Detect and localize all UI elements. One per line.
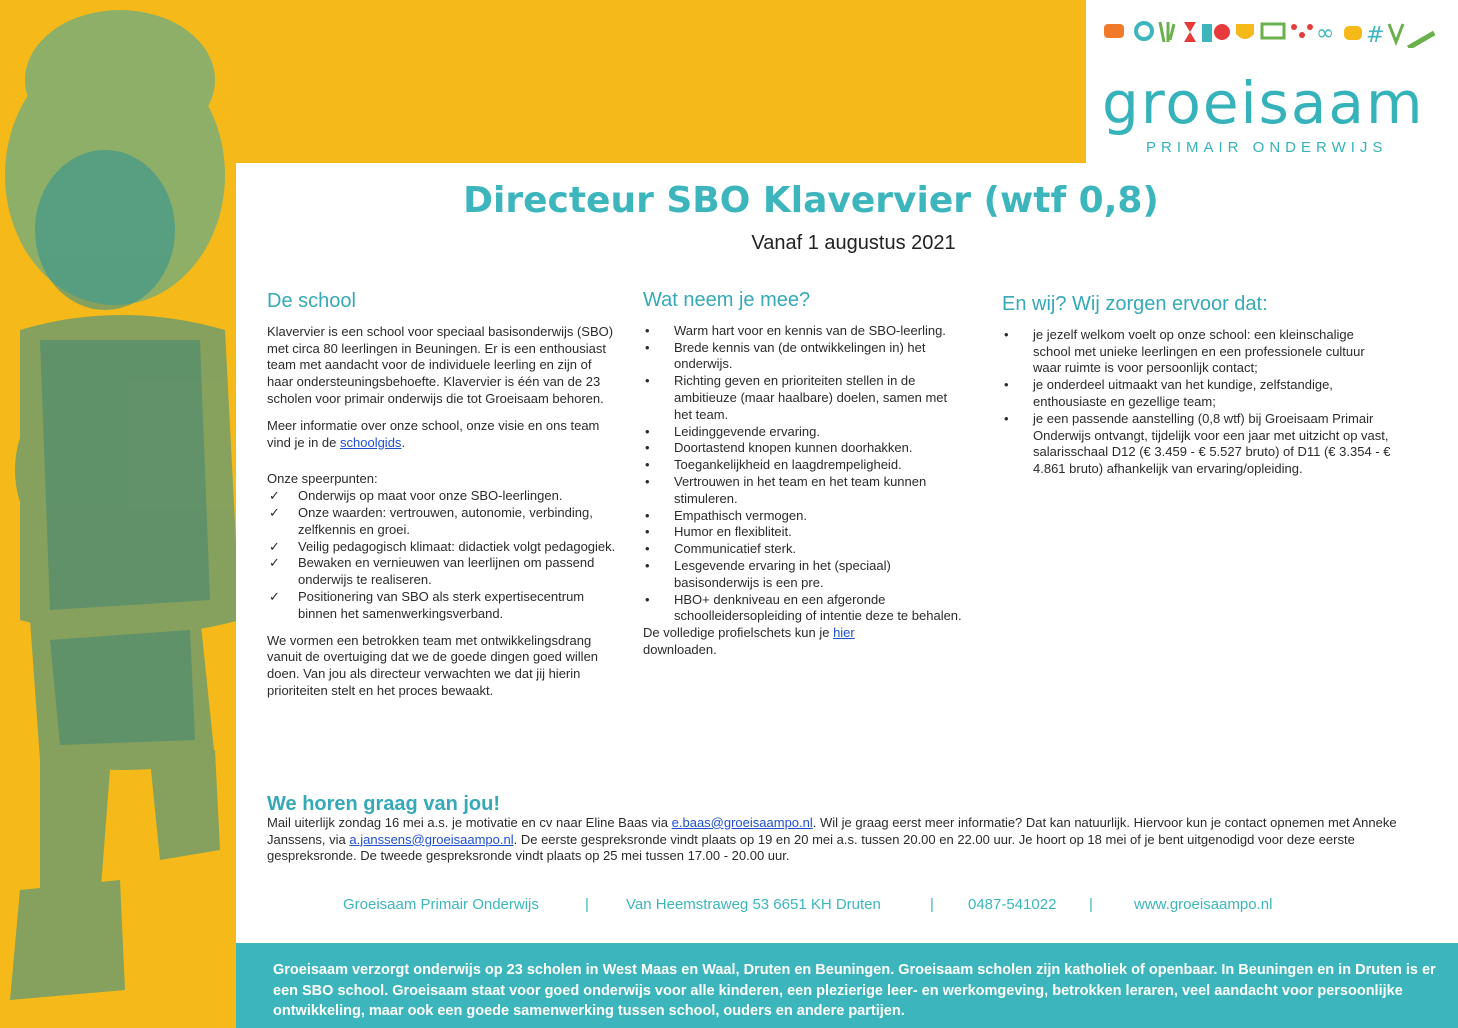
check-icon: ✓	[269, 504, 280, 520]
list-item-text: Onze waarden: vertrouwen, autonomie, verbinding, zelfkennis en groei.	[298, 504, 593, 537]
offer-heading: En wij? Wij zorgen ervoor dat:	[1002, 293, 1268, 315]
svg-text:∞: ∞	[1316, 21, 1335, 46]
offer-section	[1002, 293, 1392, 488]
school-closing: We vormen een betrokken team met ontwikkelingsdrang vanuit de overtuiging dat we de goede dingen goed willen doen. Van jou als directeur verwachten we dat jij hierin prioriteiten stelt en het proces bewaakt.	[267, 632, 599, 698]
list-item-text: Warm hart voor en kennis van de SBO-leerling.	[674, 322, 946, 338]
contact-part1: Mail uiterlijk zondag 16 mei a.s. je motivatie en cv naar Eline Baas via	[267, 814, 672, 830]
bullet-icon: •	[645, 339, 650, 355]
bullet-icon: •	[645, 423, 650, 439]
list-item	[267, 589, 617, 623]
school-section	[267, 290, 617, 710]
list-item	[643, 373, 963, 423]
school-intro: Klavervier is een school voor speciaal basisonderwijs (SBO) met circa 80 leerlingen in Beuningen. Er is een enthousiast team met aandacht voor de individuele leerling en zijn of haar ondersteuningsbehoefte. Klavervier is één van de 23 scholen voor primair onderwijs die tot Groeisaam behoren.	[267, 323, 614, 406]
school-heading: De school	[267, 290, 356, 312]
info-band-text: Groeisaam verzorgt onderwijs op 23 scholen in West Maas en Waal, Druten en Beuningen. Groeisaam scholen zijn katholiek of openbaar. In Beuningen en in Druten is er een SBO school. Groeisaam staat voor goed onderwijs voor alle kinderen, een plezierige leer- en werkomgeving, betrokken leraren, veel aandacht voor persoonlijke ontwikkeling, maar ook een goede samenwerking tussen school, ouders en andere partijen.	[273, 962, 1436, 1019]
child-photo	[0, 0, 250, 1028]
list-item	[643, 424, 963, 441]
list-item-text: Bewaken en vernieuwen van leerlijnen om passend onderwijs te realiseren.	[298, 555, 595, 588]
profile-heading: Wat neem je mee?	[643, 289, 811, 311]
list-item-text: Doortastend knopen kunnen doorhakken.	[674, 440, 913, 456]
list-item-text: je jezelf welkom voelt op onze school: een kleinschalige school met unieke leerlingen en een professionele cultuur waar ruimte is voor persoonlijk contact;	[1033, 326, 1365, 376]
list-item-text: Richting geven en prioriteiten stellen in de ambitieuze (maar haalbare) doelen, samen met het team.	[674, 373, 948, 422]
profile-section	[643, 289, 963, 669]
bullet-icon: •	[645, 591, 650, 607]
logo-subtitle: PRIMAIR ONDERWIJS	[1146, 139, 1388, 156]
list-item	[1002, 411, 1392, 478]
bullet-icon: •	[1004, 326, 1009, 342]
offer-list	[1002, 327, 1392, 478]
check-icon: ✓	[269, 538, 280, 554]
logo-icons	[1104, 18, 1444, 48]
bullet-icon: •	[1004, 377, 1009, 393]
profile-download	[643, 625, 963, 659]
list-item-text: je onderdeel uitmaakt van het kundige, zelfstandige, enthousiaste en gezellige team;	[1033, 377, 1333, 409]
footer-separator: |	[930, 896, 934, 913]
list-item-text: Lesgevende ervaring in het (speciaal) basisonderwijs is een pre.	[674, 557, 891, 590]
profile-list	[643, 323, 963, 625]
list-item	[1002, 377, 1392, 411]
profielschets-link[interactable]: hier	[833, 625, 855, 641]
contact-heading: We horen graag van jou!	[267, 793, 500, 815]
contact-section	[267, 793, 1417, 865]
list-item	[267, 539, 617, 556]
page-subtitle: Vanaf 1 augustus 2021	[751, 232, 956, 254]
list-item	[643, 592, 963, 626]
contact-text	[267, 815, 1417, 865]
list-item	[643, 457, 963, 474]
bullet-icon: •	[645, 457, 650, 473]
download-end: downloaden.	[643, 641, 717, 657]
bullet-icon: •	[645, 373, 650, 389]
contact-part3: . De eerste gespreksronde vindt plaats op 19 en 20 mei a.s. tussen 20.00 en 22.00 uur. Je hoort op 18 mei of je bent uitgenodigd voor deze eerste gespreksronde. De tweede gespreksronde vindt plaats op 25 mei tussen 17.00 - 20.00 uur.	[267, 831, 1355, 864]
bullet-icon: •	[645, 322, 650, 338]
bullet-icon: •	[645, 557, 650, 573]
email-link-anneke[interactable]: a.janssens@groeisaampo.nl	[349, 831, 514, 847]
list-item	[643, 524, 963, 541]
list-item-text: Toegankelijkheid en laagdrempeligheid.	[674, 457, 902, 473]
list-item	[643, 440, 963, 457]
list-item-text: je een passende aanstelling (0,8 wtf) bij Groeisaam Primair Onderwijs ontvangt, tijdelijk voor een jaar met uitzicht op vast, salarisschaal D12 (€ 3.459 - € 5.527 bruto) of D11 (€ 3.354 - € 4.861 bruto) afhankelijk van ervaring/opleiding.	[1033, 410, 1391, 477]
list-item-text: Vertrouwen in het team en het team kunnen stimuleren.	[674, 473, 927, 506]
check-icon: ✓	[269, 588, 280, 604]
list-item-text: Positionering van SBO als sterk expertisecentrum binnen het samenwerkingsverband.	[298, 588, 585, 621]
list-item	[267, 505, 617, 539]
email-link-eline[interactable]: e.baas@groeisaampo.nl	[671, 814, 813, 830]
footer-org: Groeisaam Primair Onderwijs	[343, 896, 539, 913]
logo-wordmark: groeisaam	[1102, 69, 1425, 137]
list-item	[643, 558, 963, 592]
more-info-text: Meer informatie over onze school, onze visie en ons team vind je in de	[267, 417, 600, 450]
check-icon: ✓	[269, 488, 280, 504]
bullet-icon: •	[645, 541, 650, 557]
bullet-icon: •	[645, 473, 650, 489]
list-item	[643, 474, 963, 508]
footer-website[interactable]: www.groeisaampo.nl	[1134, 896, 1273, 913]
download-text: De volledige profielschets kun je	[643, 625, 834, 641]
list-item	[643, 541, 963, 558]
footer-address: Van Heemstraweg 53 6651 KH Druten	[626, 896, 881, 913]
list-item-text: Humor en flexibliteit.	[674, 524, 792, 540]
bullet-icon: •	[645, 440, 650, 456]
list-item	[643, 508, 963, 525]
list-item	[1002, 327, 1392, 377]
footer-phone: 0487-541022	[968, 896, 1057, 913]
list-item	[643, 323, 963, 340]
list-item-text: Empathisch vermogen.	[674, 507, 807, 523]
bullet-icon: •	[1004, 410, 1009, 426]
speerpunten-list	[267, 488, 617, 622]
list-item-text: Onderwijs op maat voor onze SBO-leerlingen.	[298, 488, 563, 504]
speerpunten-label: Onze speerpunten:	[267, 471, 378, 487]
list-item-text: Leidinggevende ervaring.	[674, 423, 820, 439]
list-item	[643, 340, 963, 374]
list-item-text: Veilig pedagogisch klimaat: didactiek volgt pedagogiek.	[298, 538, 616, 554]
list-item	[267, 555, 617, 589]
bullet-icon: •	[645, 507, 650, 523]
list-item	[267, 488, 617, 505]
contact-part2: . Wil je graag eerst meer informatie? Dat kan natuurlijk. Hiervoor kun je contact opnemen met Anneke Janssens, via	[267, 814, 1397, 847]
list-item-text: Communicatief sterk.	[674, 541, 797, 557]
bullet-icon: •	[645, 524, 650, 540]
school-more-info	[267, 418, 617, 452]
list-item-text: HBO+ denkniveau en een afgeronde schoolleidersopleiding of intentie deze te behalen.	[674, 591, 962, 624]
list-item-text: Brede kennis van (de ontwikkelingen in) het onderwijs.	[674, 339, 926, 372]
more-info-end: .	[401, 434, 406, 450]
footer-separator: |	[585, 896, 589, 913]
check-icon: ✓	[269, 555, 280, 571]
yellow-top-background	[236, 0, 1086, 163]
schoolgids-link[interactable]: schoolgids	[340, 434, 402, 450]
svg-text:#: #	[1366, 23, 1385, 48]
footer-separator: |	[1089, 896, 1093, 913]
page-title: Directeur SBO Klavervier (wtf 0,8)	[463, 180, 1159, 221]
